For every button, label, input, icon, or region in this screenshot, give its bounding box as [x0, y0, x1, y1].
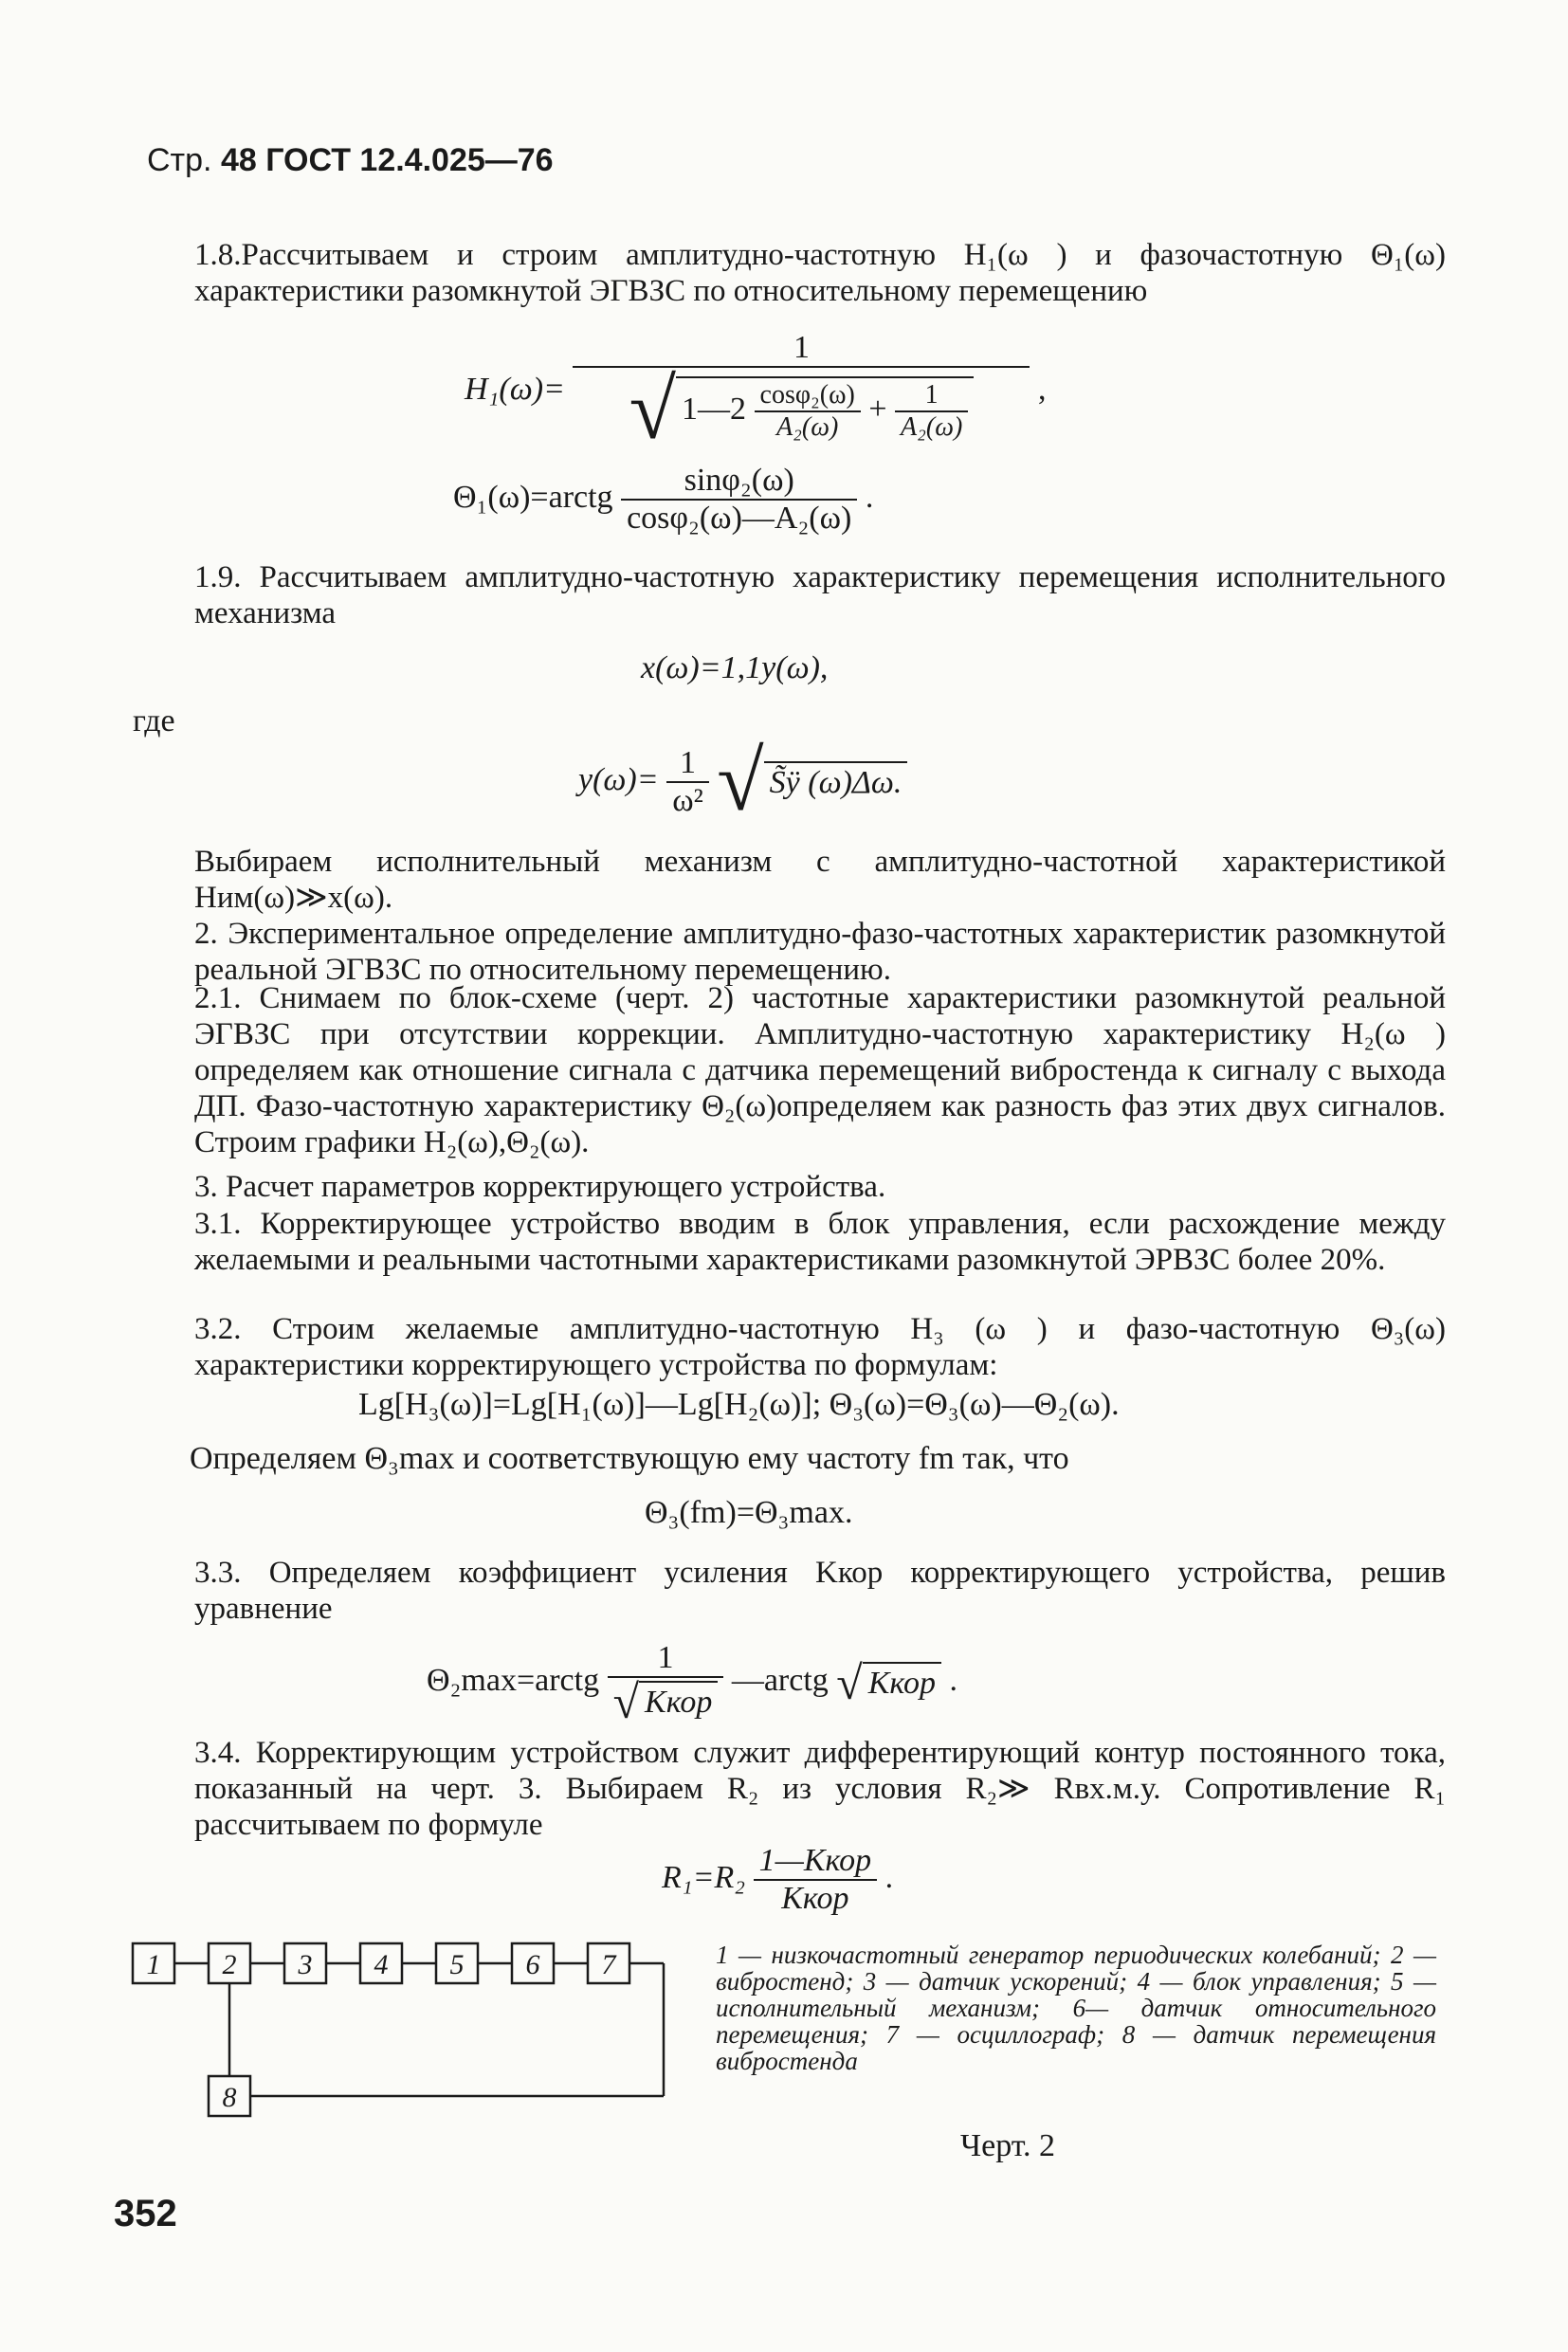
formula-x: x(ω)=1,1y(ω),: [641, 650, 829, 685]
block-diagram: [123, 1934, 711, 2124]
paragraph-define: Определяем Θ₃max и соответствующую ему частоту fm так, что: [190, 1441, 1069, 1476]
formula-theta3: Θ₃(fm)=Θ₃max.: [645, 1495, 853, 1530]
paragraph-3-3: 3.3. Определяем коэффициент усиления Kкор корректирующего устройства, решив уравнение: [194, 1556, 1446, 1626]
formula-y: y(ω)= $\frac{1}{\text{ω²}}$ √ S̃ÿ (ω)Δω.: [578, 739, 907, 825]
paragraph-3-4: 3.4. Корректирующим устройством служит дифферентирующий контур постоянного тока, показанный на черт. 3. Выбираем R₂ из условия R₂≫ Rвх.м.у. Сопротивление R₁ рассчитываем по формуле: [194, 1736, 1446, 1842]
block-4-label: 4: [374, 1949, 389, 1980]
block-7-label: 7: [601, 1949, 616, 1980]
header-prefix: Стр.: [147, 142, 212, 178]
paragraph-3-2: 3.2. Строим желаемые амплитудно-частотную H₃ (ω ) и фазо-частотную Θ₃(ω) характеристики корректирующего устройства по формулам:: [194, 1312, 1446, 1382]
formula-theta2max: Θ₂max=arctg $\frac{1}{\text{√ Kкор}}$ —arctg √ Kкор .: [427, 1640, 958, 1728]
page-header: [147, 142, 554, 179]
paragraph-1-8: 1.8.Рассчитываем и строим амплитудно-частотную H₁(ω ) и фазочастотную Θ₁(ω) характеристики разомкнутой ЭГВЗС по относительному перемещению: [194, 238, 1446, 308]
header-standard: ГОСТ 12.4.025—76: [265, 142, 554, 178]
word-gde: где: [133, 703, 175, 738]
block-5-label: 5: [449, 1949, 465, 1980]
block-8-label: 8: [222, 2082, 237, 2113]
page-number: 352: [114, 2193, 177, 2234]
diagram-legend: 1 — низкочастотный генератор периодических колебаний; 2 — вибростенд; 3 — датчик ускорений; 4 — блок управления; 5 — исполнительный механизм; 6— датчик относительного перемещения; 7 — осциллограф; 8 — датчик перемещения вибростенда: [716, 1941, 1436, 2075]
formula-theta1: Θ₁(ω)=arctg $\frac{\text{sinφ₂(ω)}}{\text{cosφ₂(ω)—A₂(ω)}}$ .: [453, 463, 874, 536]
paragraph-3: 3. Расчет параметров корректирующего устройства.: [194, 1170, 886, 1204]
paragraph-2-1: 2.1. Снимаем по блок-схеме (черт. 2) частотные характеристики разомкнутой реальной ЭГВЗС при отсутствии коррекции. Амплитудно-частотную характеристику H₂(ω ) определяем как отношение сигнала с датчика перемещений вибростенда к сигналу с выхода ДП. Фазо-частотную характеристику Θ₂(ω)определяем как разность фаз этих двух сигналов. Строим графики H₂(ω),Θ₂(ω).: [194, 981, 1446, 1159]
block-1-label: 1: [146, 1949, 161, 1980]
figure-caption: Черт. 2: [960, 2128, 1056, 2163]
block-6-label: 6: [525, 1949, 540, 1980]
paragraph-2: 2. Экспериментальное определение амплитудно-фазо-частотных характеристик разомкнутой реальной ЭГВЗС по относительному перемещению.: [194, 917, 1446, 987]
formula-h3: Lg[H₃(ω)]=Lg[H₁(ω)]—Lg[H₂(ω)]; Θ₃(ω)=Θ₃(ω)—Θ₂(ω).: [358, 1387, 1120, 1422]
paragraph-choose: Выбираем исполнительный механизм с амплитудно-частотной характеристикой Hим(ω)≫x(ω).: [194, 845, 1446, 915]
formula-r1: R₁=R₂ $\frac{\text{1—Kкор}}{\text{Kкор}}$ .: [662, 1843, 894, 1916]
header-page: 48: [220, 142, 257, 178]
block-3-label: 3: [298, 1949, 313, 1980]
formula-h1: H₁(ω)= 1 √ 1—2 $\frac{\text{cosφ₂(ω)}}{\text{A₂(ω)}}$ + $\frac{1}{\text{A₂(ω)}}$ ,: [465, 330, 1047, 457]
paragraph-3-1: 3.1. Корректирующее устройство вводим в блок управления, если расхождение между желаемыми и реальными частотными характеристиками разомкнутой ЭРВЗС более 20%.: [194, 1207, 1446, 1277]
block-2-label: 2: [222, 1949, 237, 1980]
paragraph-1-9: 1.9. Рассчитываем амплитудно-частотную характеристику перемещения исполнительного механизма: [194, 560, 1446, 630]
